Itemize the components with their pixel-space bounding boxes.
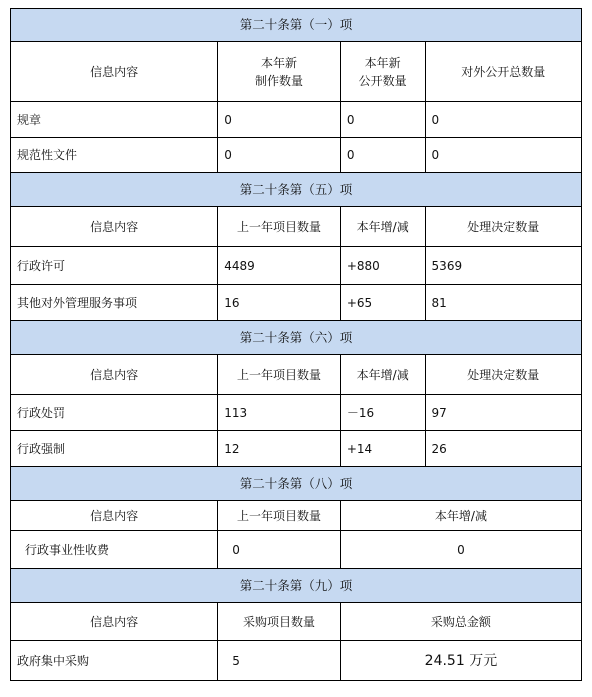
header-change: 本年增/减 [341, 355, 426, 394]
header-info-content: 信息内容 [11, 501, 218, 530]
row-value: 5369 [431, 258, 463, 273]
row-label: 行政强制 [11, 431, 218, 466]
header-prev-year-count: 上一年项目数量 [218, 355, 341, 394]
row-value: 26 [431, 441, 447, 456]
section-header [10, 321, 582, 355]
section-header [10, 569, 582, 603]
row-value: 0 [431, 148, 440, 162]
row-label: 行政事业性收费 [11, 531, 218, 568]
table-row [10, 641, 582, 681]
section-header [10, 173, 582, 207]
row-label: 政府集中采购 [11, 641, 218, 680]
table-row [10, 395, 582, 431]
column-header-row [10, 42, 582, 102]
row-value: 16 [218, 285, 341, 320]
row-label: 行政许可 [11, 247, 218, 284]
row-label: 规章 [11, 102, 218, 137]
row-label: 行政处罚 [11, 395, 218, 430]
section-header [10, 467, 582, 501]
header-new-published: 本年新 公开数量 [341, 42, 426, 101]
header-info-content: 信息内容 [11, 42, 218, 101]
header-info-content: 信息内容 [11, 207, 218, 246]
row-value: 97 [431, 405, 447, 420]
section-title: 第二十条第（一）项 [11, 9, 581, 41]
row-value: +14 [341, 431, 426, 466]
section-title: 第二十条第（五）项 [11, 173, 581, 206]
row-value: 24.51 万元 [424, 652, 498, 669]
row-value: +65 [341, 285, 426, 320]
header-new-produced: 本年新 制作数量 [218, 42, 341, 101]
section-title: 第二十条第（九）项 [11, 569, 581, 602]
header-info-content: 信息内容 [11, 355, 218, 394]
header-prev-year-count: 上一年项目数量 [218, 207, 341, 246]
row-value: 0 [218, 531, 341, 568]
row-value: 113 [218, 395, 341, 430]
table-row [10, 431, 582, 467]
header-change: 本年增/减 [341, 207, 426, 246]
header-procurement-count: 采购项目数量 [218, 603, 341, 640]
column-header-row [10, 501, 582, 531]
section-header [10, 8, 582, 42]
row-value: 0 [341, 102, 426, 137]
header-prev-year-count: 上一年项目数量 [218, 501, 341, 530]
row-value: 0 [341, 138, 426, 172]
section-title: 第二十条第（六）项 [11, 321, 581, 354]
table-row [10, 247, 582, 285]
section-title: 第二十条第（八）项 [11, 467, 581, 500]
table-row [10, 531, 582, 569]
row-value: 4489 [218, 247, 341, 284]
table-row [10, 102, 582, 138]
header-decisions: 处理决定数量 [467, 367, 540, 382]
column-header-row [10, 207, 582, 247]
row-value: +880 [341, 247, 426, 284]
row-value: 0 [218, 102, 341, 137]
row-value: 12 [218, 431, 341, 466]
header-procurement-amount: 采购总金额 [430, 614, 491, 629]
header-info-content: 信息内容 [11, 603, 218, 640]
header-total-published: 对外公开总数量 [461, 64, 546, 79]
column-header-row [10, 603, 582, 641]
row-value: －16 [341, 395, 426, 430]
row-value: 0 [431, 112, 440, 127]
column-header-row [10, 355, 582, 395]
row-label: 其他对外管理服务事项 [11, 285, 218, 320]
table-row [10, 285, 582, 321]
row-value: 0 [457, 542, 465, 557]
row-value: 0 [218, 138, 341, 172]
header-change: 本年增/减 [434, 508, 487, 523]
row-label: 规范性文件 [11, 138, 218, 172]
disclosure-table [10, 8, 582, 681]
row-value: 81 [431, 295, 447, 310]
header-decisions: 处理决定数量 [467, 219, 540, 234]
table-row [10, 138, 582, 173]
row-value: 5 [218, 641, 341, 680]
